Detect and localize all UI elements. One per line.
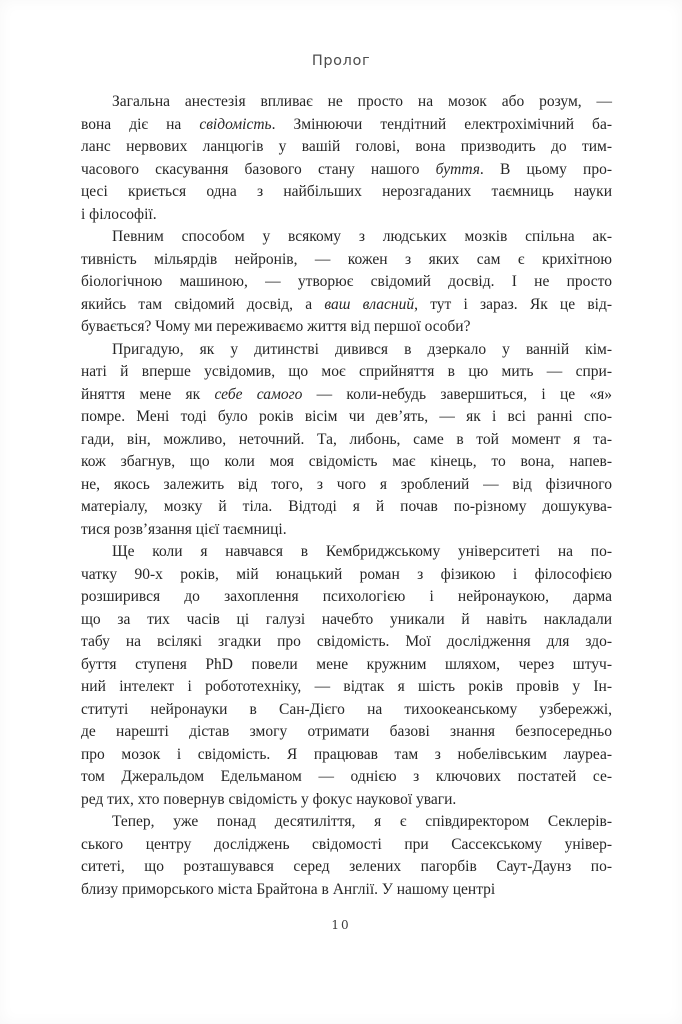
emphasis: ваш власний	[324, 295, 415, 313]
text-line: ситеті, що розташувався серед зелених пагорбів Саут-Даунз по-	[81, 858, 612, 875]
text-line: близу приморського міста Брайтона в Англії. У нашому центрі	[81, 880, 496, 898]
text-line: вона діє на свідомість. Змінюючи тендітний електрохімічний ба-	[81, 115, 612, 133]
text-line: матеріалу, мозку й тіла. Відтоді я й почав по-різному дошукува-	[81, 498, 612, 515]
text-line: розширився до захоплення психологією і нейронаукою, дарма	[81, 588, 612, 605]
text-line: кож збагнув, що коли моя свідомість має кінець, то вона, напев-	[81, 453, 612, 470]
text-line: про мозок і свідомість. Я працював там з нобелівським лауреа-	[81, 745, 612, 763]
text-line: ституті нейронауки в Сан-Дієго на тихоокеанському узбережжі,	[81, 700, 612, 718]
text-line: і філософії.	[81, 205, 157, 223]
page-number: 10	[331, 918, 351, 932]
text-line: Загальна анестезія впливає не просто на мозок або розум, —	[112, 93, 612, 110]
text-line: ред тих, хто повернув свідомість у фокус наукової уваги.	[81, 790, 457, 808]
paragraph	[81, 339, 612, 542]
text-line: буття ступеня PhD повели мене кружним шляхом, через штуч-	[81, 655, 612, 673]
text-line: том Джеральдом Едельманом — однією з ключових постатей се-	[81, 768, 612, 785]
text-line: помре. Мені тоді було років вісім чи дев’ять, — як і всі ранні спо-	[81, 408, 612, 425]
text-line: цесі криється одна з найбільших нерозгаданих таємниць науки	[81, 183, 612, 200]
text-line: Тепер, уже понад десятиліття, я є співдиректором Секлерів-	[112, 813, 612, 830]
text-line: чатку 90-х років, мій юнацький роман з фізикою і філософією	[81, 565, 612, 583]
running-header: Пролог	[311, 53, 371, 69]
text-line: якийсь там свідомий досвід, а ваш власний, тут і зараз. Як це від-	[81, 295, 612, 313]
text-block	[81, 91, 612, 901]
text-line: гади, він, можливо, неточний. Та, либонь, саме в той момент я та-	[81, 430, 612, 448]
emphasis: свідомість	[199, 115, 272, 133]
text-line: біологічною машиною, — утворює свідомий досвід. І не просто	[81, 273, 612, 290]
text-line: що за тих часів ці галузі начебто уникали й навіть накладали	[81, 610, 612, 628]
text-line: де нарешті дістав змогу отримати базові знання безпосередньо	[81, 723, 612, 740]
emphasis: буття	[435, 160, 480, 178]
paragraph	[81, 226, 612, 339]
paragraph	[81, 811, 612, 901]
text-line: ського центру досліджень свідомості при Сассекському універ-	[81, 835, 612, 853]
paragraph	[81, 91, 612, 226]
text-line: часового скасування базового стану нашого буття. В цьому про-	[81, 160, 612, 178]
text-line: Певним способом у всякому з людських мозків спільна ак-	[112, 228, 612, 245]
text-line: Ще коли я навчався в Кембриджському університеті на по-	[112, 543, 612, 560]
text-line: йняття мене як себе самого — коли-небудь завершиться, і це «я»	[81, 385, 613, 403]
text-line: тивність мільярдів нейронів, — кожен з яких сам є крихітною	[81, 250, 612, 268]
paragraph	[81, 541, 612, 811]
text-line: табу на всілякі згадки про свідомість. Мої дослідження для здо-	[81, 633, 612, 650]
text-line: не, якось залежить від того, з чого я зроблений — від фізичного	[81, 475, 612, 493]
text-line: тися розв’язання цієї таємниці.	[81, 520, 287, 538]
text-line: ний інтелект і робототехніку, — відтак я шість років провів у Ін-	[81, 678, 612, 695]
emphasis: себе самого	[214, 385, 303, 403]
text-line: бувається? Чому ми переживаємо життя від першої особи?	[81, 318, 471, 335]
text-line: Пригадую, як у дитинстві дивився в дзеркало у ванній кім-	[112, 340, 612, 358]
text-line: наті й вперше усвідомив, що моє сприйняття в цю мить — спри-	[81, 363, 612, 380]
text-line: ланс нервових ланцюгів у вашій голові, вона призводить до тим-	[81, 138, 612, 155]
